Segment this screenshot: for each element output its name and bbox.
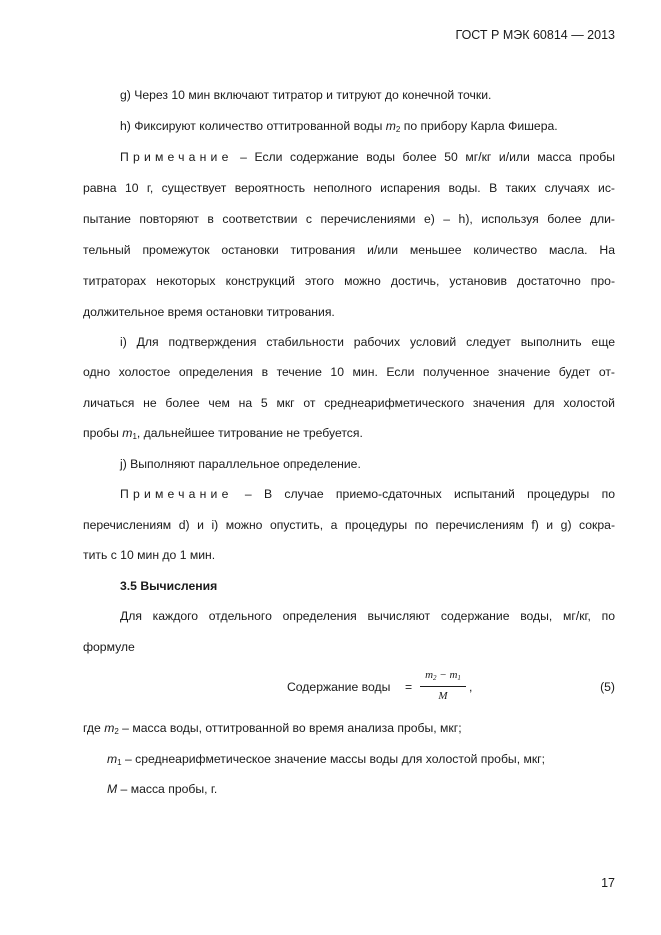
formula-fraction: [420, 668, 466, 703]
formula-equals: =: [405, 680, 413, 694]
note2-label: Примечание: [120, 487, 233, 501]
section-heading: 3.5 Вычисления: [120, 579, 218, 593]
where-var-m1: m: [107, 752, 118, 766]
step-i-line2: одно холостое определения в течение 10 мин. Если полученное значение будет от-: [83, 365, 615, 379]
note1-line6: должительное время остановки титрования.: [83, 305, 335, 319]
step-i-text: пробы: [83, 426, 123, 440]
step-h-text-end: по прибору Карла Фишера.: [400, 119, 558, 133]
formula-minus: −: [436, 669, 450, 681]
formula-denominator: M: [438, 690, 448, 702]
step-h-text: h) Фиксируют количество оттитрованной воды: [120, 119, 386, 133]
step-j: j) Выполняют параллельное определение.: [120, 457, 361, 471]
step-g: g) Через 10 мин включают титратор и титруют до конечной точки.: [120, 88, 492, 102]
var-m1-subscript: 1: [132, 432, 137, 441]
note1-line1: [120, 149, 615, 165]
var-m1: m: [122, 426, 133, 440]
where-var-m2: m: [104, 721, 115, 735]
where-var-m1-subscript: 1: [117, 758, 122, 767]
calc-line1: Для каждого отдельного определения вычисляют содержание воды, мг/кг, по: [120, 609, 615, 623]
where-line3: [107, 781, 639, 797]
note2-line2: перечислениям d) и i) можно опустить, а процедуры по перечислениям f) и g) сокра-: [83, 518, 615, 532]
formula-m2: m: [425, 669, 434, 681]
var-m2-subscript: 2: [395, 125, 401, 134]
formula-number: (5): [600, 680, 615, 694]
step-i-text-end: , дальнейшее титрование не требуется.: [136, 426, 363, 440]
var-m2: m: [385, 119, 396, 133]
formula-5: [0, 668, 661, 708]
where-line2: [107, 751, 639, 771]
step-i-line1: i) Для подтверждения стабильности рабочих условий следует выполнить еще: [120, 335, 615, 349]
where-prefix: где: [83, 721, 105, 735]
where-m1-definition: – среднеарифметическое значение массы воды для холостой пробы, мкг;: [121, 752, 546, 766]
formula-label: Содержание воды: [287, 680, 391, 694]
where-m2-definition: – масса воды, оттитрованной во время анализа пробы, мкг;: [118, 721, 462, 735]
note1-line2: равна 10 г, существует вероятность неполного испарения воды. В таких случаях ис-: [83, 181, 615, 195]
formula-m1: m: [449, 669, 458, 681]
fraction-bar: [420, 686, 466, 687]
step-i-line3: личаться не более чем на 5 мкг от среднеарифметического значения для холостой: [83, 396, 615, 410]
note2-line3: тить с 10 мин до 1 мин.: [83, 548, 216, 562]
step-h: [120, 118, 615, 138]
note1-line5: титраторах некоторых конструкций этого можно достичь, установив достаточно про-: [83, 274, 615, 288]
calc-line2: формуле: [83, 640, 135, 654]
note1-text: – Если содержание воды более 50 мг/кг и/или масса пробы: [232, 150, 615, 164]
step-i-line4: [83, 425, 615, 445]
note2-line1: [120, 486, 615, 502]
note1-line4: тельный промежуток остановки титрования и/или меньшее количество масла. На: [83, 243, 615, 257]
formula-m1-subscript: 1: [457, 674, 461, 682]
document-header: ГОСТ Р МЭК 60814 — 2013: [455, 28, 615, 42]
note1-label: Примечание: [120, 150, 233, 164]
where-var-M: M: [107, 782, 118, 796]
note2-text: – В случае приемо-сдаточных испытаний процедуры по: [232, 487, 615, 501]
formula-m2-subscript: 2: [433, 674, 437, 682]
where-M-definition: – масса пробы, г.: [117, 782, 218, 796]
where-var-m2-subscript: 2: [114, 727, 119, 736]
formula-numerator: [420, 668, 466, 685]
where-line1: [83, 720, 615, 740]
note1-line3: пытание повторяют в соответствии с перечислениями e) – h), используя более дли-: [83, 212, 615, 226]
formula-comma: ,: [469, 680, 473, 694]
page-number: 17: [601, 876, 615, 890]
